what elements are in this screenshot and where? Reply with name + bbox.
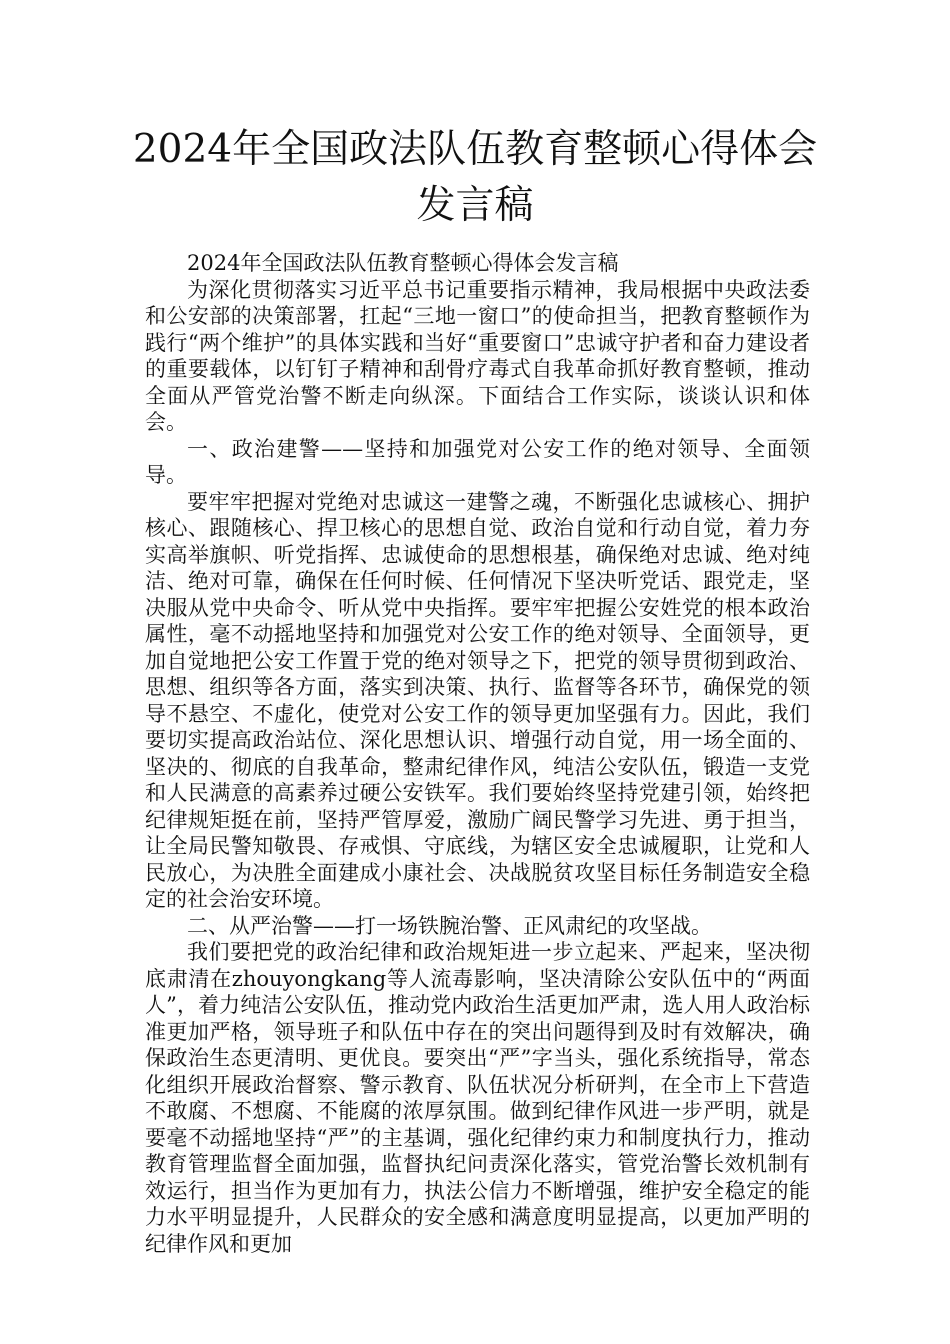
document-body: [145, 250, 810, 1257]
body-heading-line: 2024年全国政法队伍教育整顿心得体会发言稿: [187, 251, 619, 275]
intro-paragraph: 为深化贯彻落实习近平总书记重要指示精神，我局根据中央政法委和公安部的决策部署，扛起“三地一窗口”的使命担当，把教育整顿作为践行“两个维护”的具体实践和当好“重要窗口”忠诚守护者和奋力建设者的重要载体，以钉钉子精神和刮骨疗毒式自我革命抓好教育整顿，推动全面从严管党治警不断走向纵深。下面结合工作实际，谈谈认识和体会。: [145, 277, 810, 434]
section-body-2: 我们要把党的政治纪律和政治规矩进一步立起来、严起来，坚决彻底肃清在zhouyongkang等人流毒影响，坚决清除公安队伍中的“两面人”，着力纯洁公安队伍，推动党内政治生活更加严肃，选人用人政治标准更加严格，领导班子和队伍中存在的突出问题得到及时有效解决，确保政治生态更清明、更优良。要突出“严”字当头，强化系统指导，常态化组织开展政治督察、警示教育、队伍状况分析研判，在全市上下营造不敢腐、不想腐、不能腐的浓厚氛围。做到纪律作风进一步严明，就是要毫不动摇地坚持“严”的主基调，强化纪律约束力和制度执行力，推动教育管理监督全面加强，监督执纪问责深化落实，管党治警长效机制有效运行，担当作为更加有力，执法公信力不断增强，维护安全稳定的能力水平明显提升，人民群众的安全感和满意度明显提高，以更加严明的纪律作风和更加: [145, 940, 810, 1256]
section-heading-1: 一、政治建警——坚持和加强党对公安工作的绝对领导、全面领导。: [145, 436, 810, 487]
section-body-1: 要牢牢把握对党绝对忠诚这一建警之魂，不断强化忠诚核心、拥护核心、跟随核心、捍卫核心的思想自觉、政治自觉和行动自觉，着力夯实高举旗帜、听党指挥、忠诚使命的思想根基，确保绝对忠诚、绝对纯洁、绝对可靠，确保在任何时候、任何情况下坚决听党话、跟党走，坚决服从党中央命令、听从党中央指挥。要牢牢把握公安姓党的根本政治属性，毫不动摇地坚持和加强党对公安工作的绝对领导、全面领导，更加自觉地把公安工作置于党的绝对领导之下，把党的领导贯彻到政治、思想、组织等各方面，落实到决策、执行、监督等各环节，确保党的领导不悬空、不虚化，使党对公安工作的领导更加坚强有力。因此，我们要切实提高政治站位、深化思想认识、增强行动自觉，用一场全面的、坚决的、彻底的自我革命，整肃纪律作风，纯洁公安队伍，锻造一支党和人民满意的高素养过硬公安铁军。我们要始终坚持党建引领，始终把纪律规矩挺在前，坚持严管厚爱，激励广阔民警学习先进、勇于担当，让全局民警知敬畏、存戒惧、守底线，为辖区安全忠诚履职，让党和人民放心，为决胜全面建成小康社会、决战脱贫攻坚目标任务制造安全稳定的社会治安环境。: [145, 489, 810, 911]
document-title: 2024年全国政法队伍教育整顿心得体会发言稿: [132, 127, 818, 228]
section-heading-2: 二、从严治警——打一场铁腕治警、正风肃纪的攻坚战。: [187, 913, 712, 938]
